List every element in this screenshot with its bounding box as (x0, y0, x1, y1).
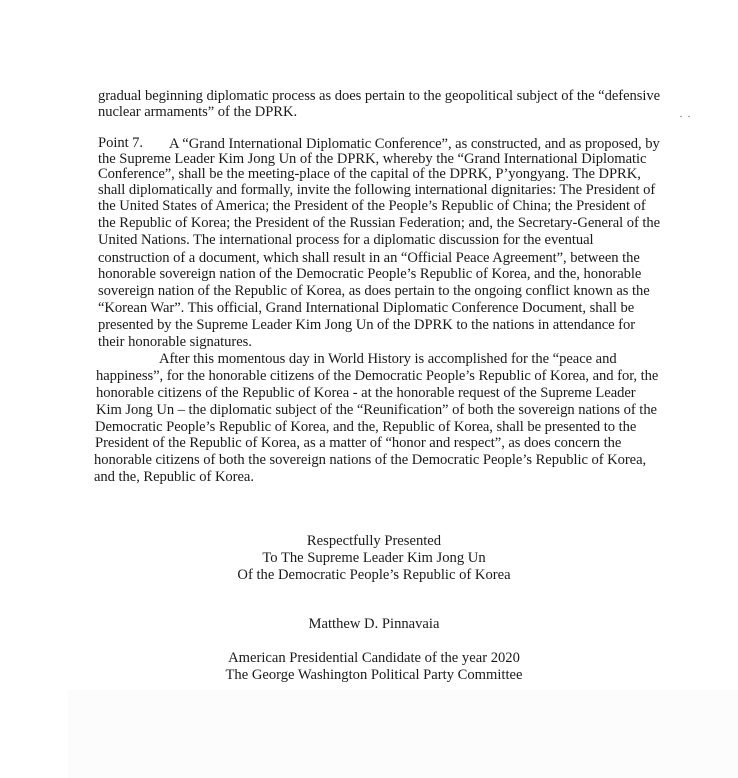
continuation-line-2: nuclear armaments” of the DPRK. (98, 104, 298, 120)
point7-line-3: Conference”, shall be the meeting-place of the capital of the DPRK, P’yongyang. The DPRK, (98, 166, 641, 182)
point7-line-7: United Nations. The international process for a diplomatic discussion for the eventual (98, 232, 594, 248)
point7-line-6: the Republic of Korea; the President of the Russian Federation; and, the Secretary-General of the (98, 215, 661, 231)
point7-label: Point 7. (98, 135, 144, 151)
point7-line-1: A “Grand International Diplomatic Conference”, as constructed, and as proposed, by (169, 136, 660, 152)
point7-line-10: sovereign nation of the Republic of Korea, as does pertain to the ongoing conflict known as the (98, 283, 650, 299)
paragraph2-line-3: honorable citizens of the Republic of Korea - at the honorable request of the Supreme Leader (96, 385, 636, 401)
scan-speck (680, 116, 682, 117)
signatory-name: Matthew D. Pinnavaia (308, 616, 440, 632)
continuation-line-1: gradual beginning diplomatic process as does pertain to the geopolitical subject of the “defensive (98, 88, 661, 104)
point7-line-12: presented by the Supreme Leader Kim Jong Un of the DPRK to the nations in attendance for (98, 317, 636, 333)
paragraph2-line-4: Kim Jong Un – the diplomatic subject of the “Reunification” of both the sovereign nations of the (96, 402, 657, 418)
paragraph2-line-1: After this momentous day in World History is accomplished for the “peace and (159, 351, 617, 367)
presented-line-3: Of the Democratic People’s Republic of Korea (237, 567, 511, 583)
presented-line-1: Respectfully Presented (306, 533, 442, 549)
scan-speck (688, 116, 690, 117)
signatory-title-1: American Presidential Candidate of the year 2020 (228, 650, 520, 666)
point7-line-5: the United States of America; the President of the People’s Republic of China; the President of (98, 198, 646, 214)
point7-line-2: the Supreme Leader Kim Jong Un of the DPRK, whereby the “Grand International Diplomatic (98, 151, 647, 167)
point7-line-11: “Korean War”. This official, Grand International Diplomatic Conference Document, shall be (98, 300, 635, 316)
presented-line-2: To The Supreme Leader Kim Jong Un (262, 550, 486, 566)
paragraph2-line-7: honorable citizens of both the sovereign nations of the Democratic People’s Republic of Korea, (94, 452, 647, 468)
signatory-title-2: The George Washington Political Party Committee (225, 667, 523, 683)
point7-line-8: construction of a document, which shall result in an “Official Peace Agreement”, between the (98, 250, 640, 266)
paragraph2-line-5: Democratic People’s Republic of Korea, and the, Republic of Korea, shall be presented to the (95, 419, 637, 435)
scan-shadow (68, 690, 738, 778)
paragraph2-line-8: and the, Republic of Korea. (94, 469, 254, 485)
paragraph2-line-6: President of the Republic of Korea, as a matter of “honor and respect”, as does concern the (95, 435, 622, 451)
paragraph2-line-2: happiness”, for the honorable citizens of the Democratic People’s Republic of Korea, and for, the (96, 368, 659, 384)
point7-line-4: shall diplomatically and formally, invite the following international dignitaries: The President of (98, 182, 656, 198)
point7-line-13: their honorable signatures. (98, 334, 252, 350)
point7-line-9: honorable sovereign nation of the Democratic People’s Republic of Korea, and the, honorable (98, 266, 642, 282)
